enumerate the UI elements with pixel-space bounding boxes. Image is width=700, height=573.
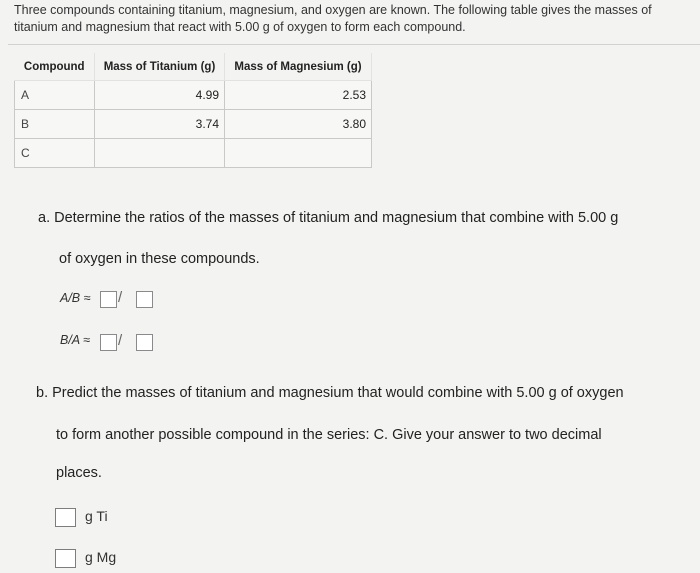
ratio-ba-denominator-input[interactable] xyxy=(136,334,153,351)
ratio-ab-label: A/B ≈ xyxy=(60,291,91,305)
titanium-cell: 3.74 xyxy=(95,110,225,139)
compound-cell: A xyxy=(15,81,95,110)
part-b-line-2: to form another possible compound in the series: C. Give your answer to two decimal xyxy=(56,427,602,443)
titanium-mass-input[interactable] xyxy=(55,508,76,527)
mass-table xyxy=(14,53,372,168)
compound-cell: C xyxy=(15,139,95,168)
intro-line-1: Three compounds containing titanium, magnesium, and oxygen are known. The following table gives the masses of xyxy=(14,3,652,17)
table-row xyxy=(15,110,372,139)
header-titanium: Mass of Titanium (g) xyxy=(95,53,225,81)
magnesium-cell xyxy=(225,139,372,168)
magnesium-unit-label: g Mg xyxy=(85,549,117,565)
part-b-line-1: b. Predict the masses of titanium and magnesium that would combine with 5.00 g of oxygen xyxy=(36,385,624,401)
problem-intro xyxy=(14,2,694,36)
table-header-row xyxy=(15,53,372,81)
intro-line-2: titanium and magnesium that react with 5.00 g of oxygen to form each compound. xyxy=(14,20,466,34)
titanium-cell: 4.99 xyxy=(95,81,225,110)
titanium-cell xyxy=(95,139,225,168)
part-a-line-2: of oxygen in these compounds. xyxy=(59,251,260,267)
magnesium-mass-input[interactable] xyxy=(55,549,76,568)
magnesium-cell: 3.80 xyxy=(225,110,372,139)
ratio-ab-denominator-input[interactable] xyxy=(136,291,153,308)
ratio-ba-numerator-input[interactable] xyxy=(100,334,117,351)
table-row xyxy=(15,81,372,110)
part-a-line-1: a. Determine the ratios of the masses of titanium and magnesium that combine with 5.00 g xyxy=(38,210,619,226)
header-compound: Compound xyxy=(15,53,95,81)
table-row xyxy=(15,139,372,168)
compound-cell: B xyxy=(15,110,95,139)
header-magnesium: Mass of Magnesium (g) xyxy=(225,53,372,81)
divider xyxy=(8,44,700,45)
part-b-line-3: places. xyxy=(56,465,102,481)
fraction-slash: / xyxy=(118,332,123,349)
fraction-slash: / xyxy=(118,289,123,306)
magnesium-cell: 2.53 xyxy=(225,81,372,110)
ratio-ab-numerator-input[interactable] xyxy=(100,291,117,308)
ratio-ba-label: B/A ≈ xyxy=(60,333,91,347)
titanium-unit-label: g Ti xyxy=(85,508,108,524)
